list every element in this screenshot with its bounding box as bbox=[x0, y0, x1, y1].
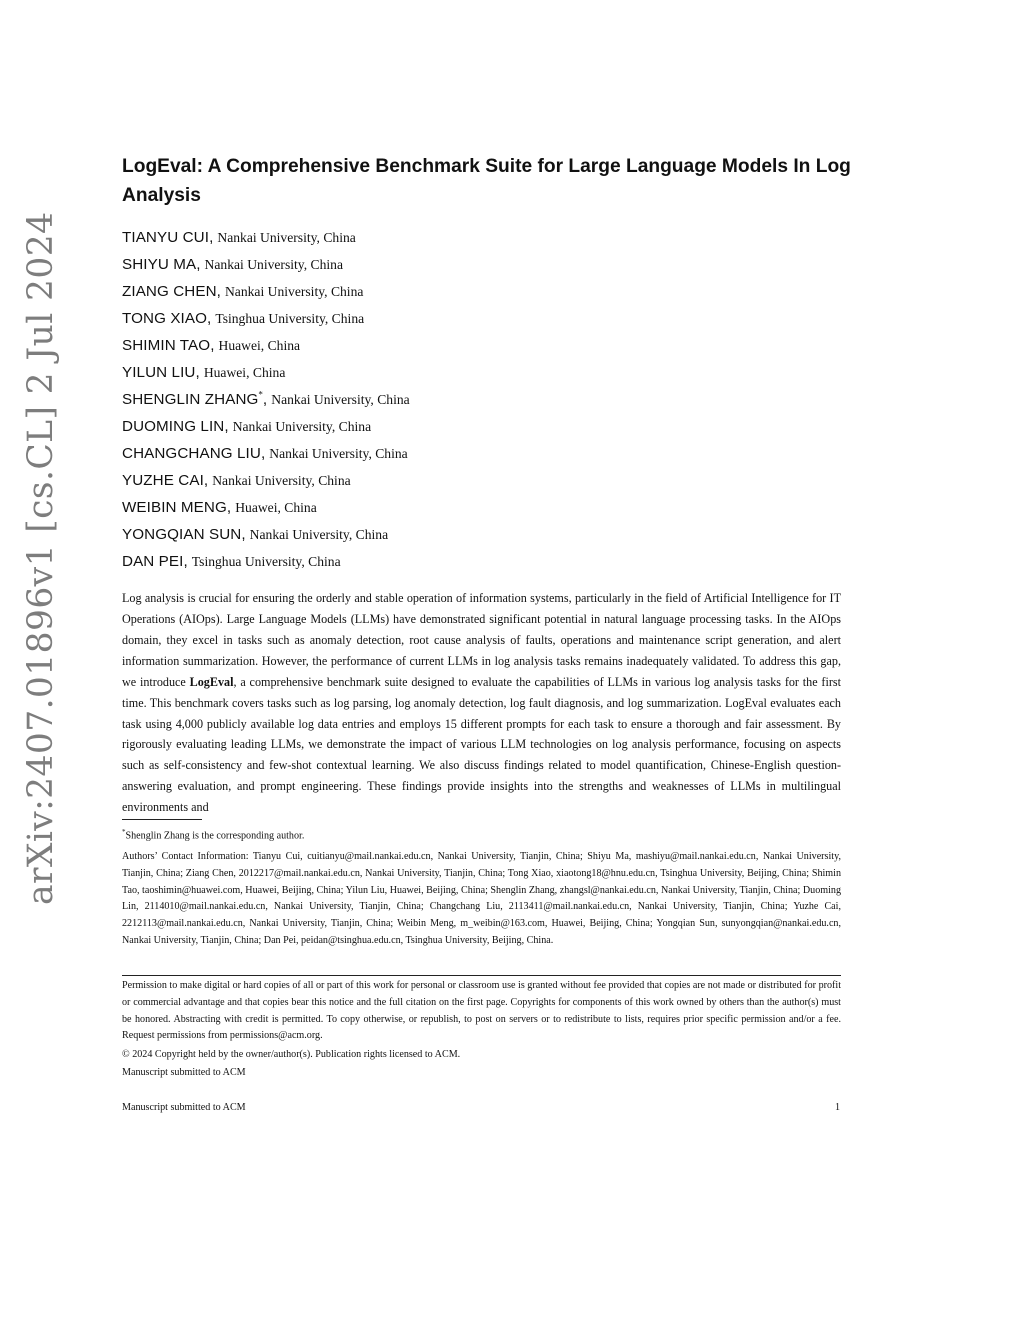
abstract bbox=[122, 588, 841, 818]
author-name: SHIYU MA, bbox=[122, 256, 201, 273]
benchmark-name: LogEval bbox=[189, 674, 234, 689]
footnote-mark: * bbox=[122, 828, 126, 836]
author-contact-information: Authors’ Contact Information: Tianyu Cui, cuitianyu@mail.nankai.edu.cn, Nankai University, Tianjin, China; Shiyu Ma, mashiyu@mail.nankai.edu.cn, Nankai University, Tianjin, China; Ziang Chen, 2012217@mail.nankai.edu.cn, Nankai University, Tianjin, China; Tong Xiao, xiaotong18@hnu.edu.cn, Tsinghua University, Beijing, China; Shimin Tao, taoshimin@huawei.com, Huawei, Beijing, China; Yilun Liu, Huawei, Beijing, China; Shenglin Zhang, zhangsl@nankai.edu.cn, Nankai University, Tianjin, China; Duoming Lin, 2114010@mail.nankai.edu.cn, Nankai University, Tianjin, China; Changchang Liu, 2113411@mail.nankai.edu.cn, Nankai University, Tianjin, China; Yuzhe Cai, 2212113@mail.nankai.edu.cn, Nankai University, Tianjin, China; Weibin Meng, m_weibin@163.com, Huawei, Beijing, China; Yongqian Sun, sunyongqian@nankai.edu.cn, Nankai University, Tianjin, China; Dan Pei, peidan@tsinghua.edu.cn, Tsinghua University, Beijing, China. bbox=[122, 851, 841, 946]
author-affiliation: Nankai University, China bbox=[212, 473, 351, 488]
author-entry bbox=[122, 444, 842, 471]
author-entry bbox=[122, 417, 842, 444]
author-affiliation: Nankai University, China bbox=[217, 230, 356, 245]
abstract-text-start: Log analysis is crucial for ensuring the orderly and stable operation of information systems, particularly in the field of Artificial Intelligence for IT Operations (AIOps). Large Language Models (LLMs) have demonstrated significant potential in natural language processing tasks. In the AIOps domain, they excel in tasks such as anomaly detection, root cause analysis of faults, operations and maintenance script generation, and alert information summarization. However, the performance of current LLMs in log analysis tasks remains inadequately validated. To address this gap, we introduce bbox=[122, 591, 841, 689]
author-affiliation: Nankai University, China bbox=[269, 446, 408, 461]
corresponding-author-footnote bbox=[122, 825, 304, 843]
author-entry bbox=[122, 471, 842, 498]
author-name: SHENGLIN ZHANG bbox=[122, 391, 259, 408]
author-list bbox=[122, 228, 842, 579]
author-affiliation: Huawei, China bbox=[203, 365, 286, 380]
manuscript-note: Manuscript submitted to ACM bbox=[122, 1067, 246, 1078]
author-affiliation: Nankai University, China bbox=[271, 392, 410, 407]
author-name: ZIANG CHEN, bbox=[122, 283, 221, 300]
author-name: TONG XIAO, bbox=[122, 310, 212, 327]
author-entry bbox=[122, 282, 842, 309]
author-name: WEIBIN MENG, bbox=[122, 499, 232, 516]
paper-title: LogEval: A Comprehensive Benchmark Suite for Large Language Models In Log Analysis bbox=[122, 156, 851, 206]
author-name: YUZHE CAI, bbox=[122, 472, 209, 489]
author-entry bbox=[122, 525, 842, 552]
author-entry bbox=[122, 228, 842, 255]
author-name: YONGQIAN SUN, bbox=[122, 526, 246, 543]
running-footer: Manuscript submitted to ACM bbox=[122, 1102, 246, 1113]
footnote-text: Shenglin Zhang is the corresponding author. bbox=[125, 830, 305, 842]
author-affiliation: Nankai University, China bbox=[249, 527, 389, 542]
author-name: YILUN LIU, bbox=[122, 364, 200, 381]
author-affiliation: Nankai University, China bbox=[232, 419, 372, 434]
author-name-comma: , bbox=[262, 391, 268, 408]
author-affiliation: Huawei, China bbox=[218, 338, 301, 353]
author-affiliation: Huawei, China bbox=[235, 500, 317, 515]
author-name: TIANYU CUI, bbox=[122, 229, 214, 246]
author-name: CHANGCHANG LIU, bbox=[122, 445, 266, 462]
author-name: DAN PEI, bbox=[122, 553, 188, 570]
author-entry bbox=[122, 336, 842, 363]
author-entry bbox=[122, 255, 842, 282]
copyright-notice: © 2024 Copyright held by the owner/author(s). Publication rights licensed to ACM. bbox=[122, 1049, 461, 1060]
author-name: SHIMIN TAO, bbox=[122, 337, 215, 354]
author-affiliation: Nankai University, China bbox=[204, 257, 343, 272]
corresponding-author-mark: * bbox=[258, 389, 263, 400]
author-entry bbox=[122, 390, 842, 417]
permission-divider bbox=[122, 975, 841, 976]
author-entry bbox=[122, 498, 842, 525]
page-number: 1 bbox=[834, 1102, 840, 1113]
footnote-divider bbox=[122, 819, 202, 820]
author-name: DUOMING LIN, bbox=[122, 418, 229, 435]
abstract-text-end: , a comprehensive benchmark suite designed to evaluate the capabilities of LLMs in various log analysis tasks for the first time. This benchmark covers tasks such as log parsing, log anomaly detection, log fault diagnosis, and log summarization. LogEval evaluates each task using 4,000 publicly available log data entries and employs 15 different prompts for each task to ensure a thorough and fair assessment. By rigorously evaluating leading LLMs, we demonstrate the impact of various LLM technologies on log analysis performance, focusing on aspects such as self-consistency and few-shot contextual learning. We also discuss findings related to model quantification, Chinese-English question-answering evaluation, and prompt engineering. These findings provide insights into the strengths and weaknesses of LLMs in multilingual environments and bbox=[122, 674, 841, 815]
author-entry bbox=[122, 552, 842, 579]
arxiv-identifier-stamp: arXiv:2407.01896v1 [cs.CL] 2 Jul 2024 bbox=[21, 211, 61, 905]
author-affiliation: Tsinghua University, China bbox=[215, 311, 365, 326]
author-entry bbox=[122, 363, 842, 390]
permission-notice: Permission to make digital or hard copies of all or part of this work for personal or classroom use is granted without fee provided that copies are not made or distributed for profit or commercial advantage and that copies bear this notice and the full citation on the first page. Copyrights for components of this work owned by others than the author(s) must be honored. Abstracting with credit is permitted. To copy otherwise, or republish, to post on servers or to redistribute to lists, requires prior specific permission and/or a fee. Request permissions from permissions@acm.org. bbox=[122, 980, 841, 1042]
author-affiliation: Nankai University, China bbox=[224, 284, 364, 299]
author-entry bbox=[122, 309, 842, 336]
author-affiliation: Tsinghua University, China bbox=[191, 554, 341, 569]
